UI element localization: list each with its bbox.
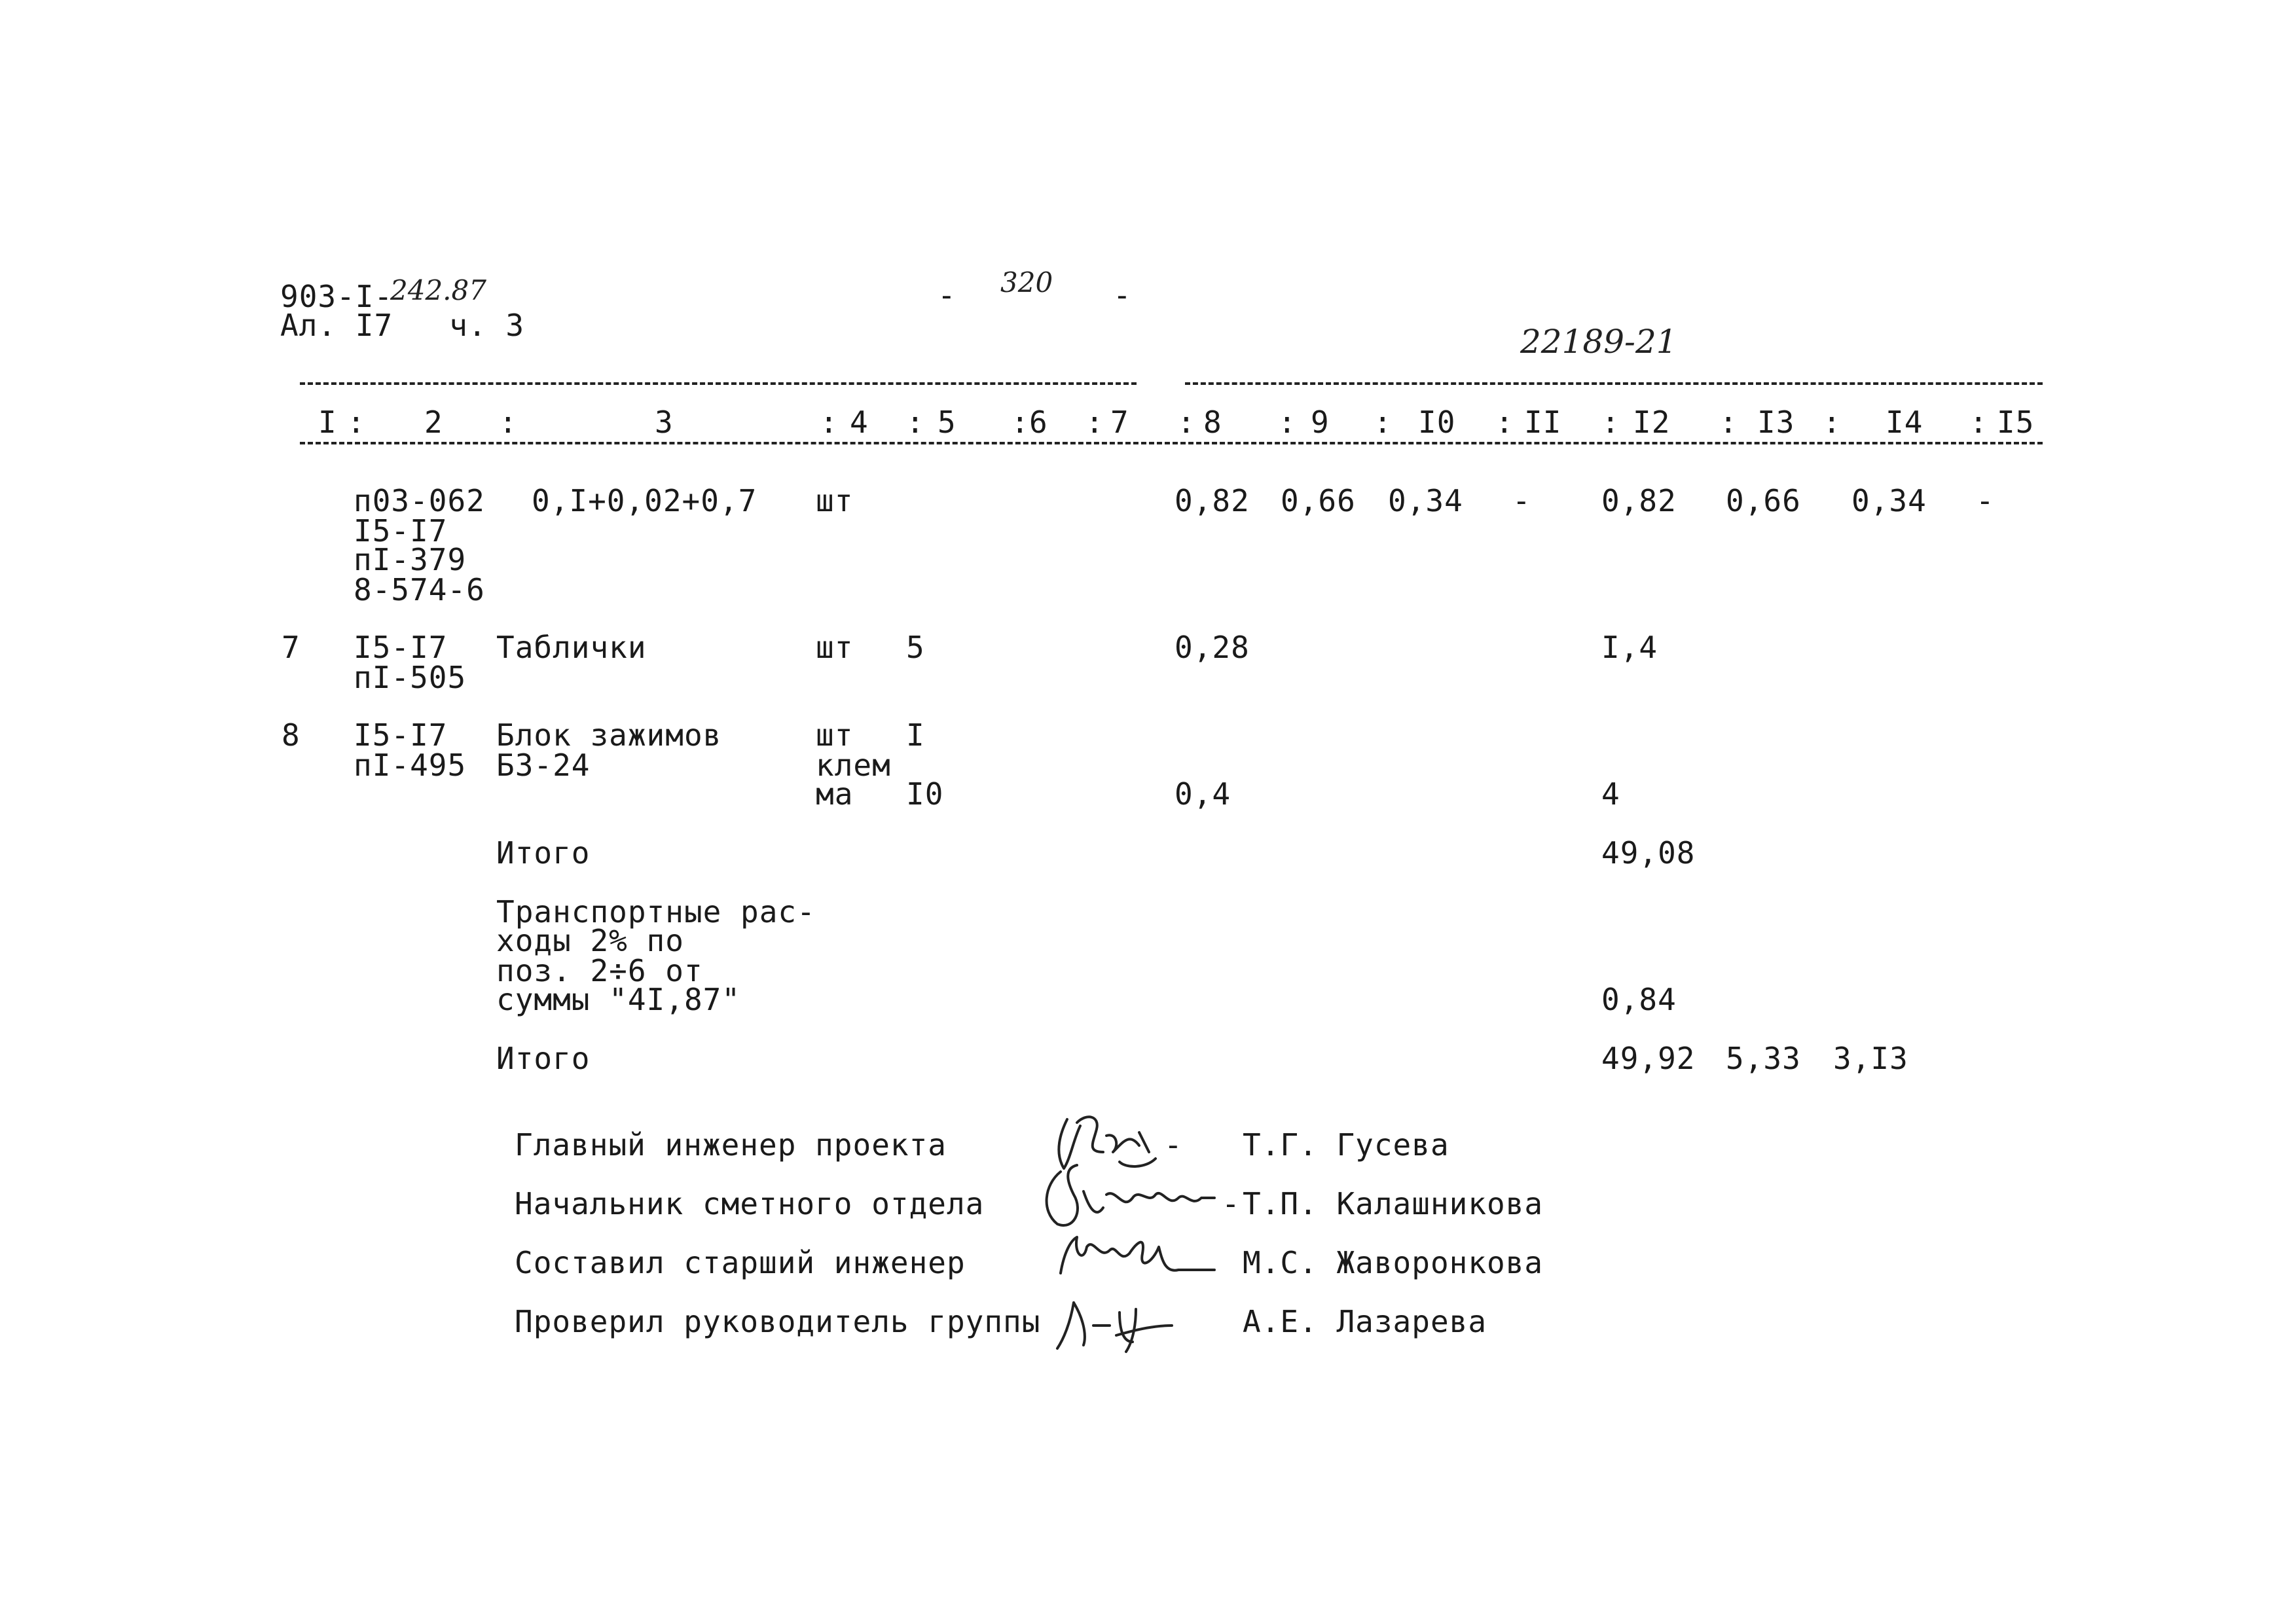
row-quantity: I xyxy=(906,717,925,753)
header-rule-bottom xyxy=(300,442,2043,444)
signatory-name: Т.П. Калашникова xyxy=(1243,1186,1544,1221)
row-code: пI-505 xyxy=(354,660,467,695)
col-num-11: II xyxy=(1524,405,1562,440)
subtotal-col12: 49,08 xyxy=(1601,835,1696,871)
row-unit: клем xyxy=(816,748,891,783)
col-separator: : xyxy=(1278,405,1297,440)
col-separator: : xyxy=(906,405,925,440)
page-dash-right: - xyxy=(1113,278,1132,313)
transport-line: поз. 2÷6 от xyxy=(496,953,703,988)
row-col12: I,4 xyxy=(1601,630,1658,665)
row-code: пI-495 xyxy=(354,748,467,783)
row-name: БЗ-24 xyxy=(496,748,591,783)
handwritten-signature xyxy=(1048,1290,1178,1355)
row-unit: шт xyxy=(816,630,854,665)
row-col8: 0,4 xyxy=(1175,776,1231,812)
row-name: Блок зажимов xyxy=(496,717,722,753)
col-separator: : xyxy=(1719,405,1738,440)
col-separator: : xyxy=(1601,405,1620,440)
signatory-name: Т.Г. Гусева xyxy=(1243,1127,1449,1163)
row-col8: 0,82 xyxy=(1175,483,1250,518)
col-num-15: I5 xyxy=(1997,405,2035,440)
col-num-14: I4 xyxy=(1886,405,1923,440)
col-num-3: 3 xyxy=(655,405,674,440)
transport-line: ходы 2% по xyxy=(496,923,684,958)
signatory-role: Проверил руководитель группы xyxy=(515,1304,1041,1339)
row-col12: 0,82 xyxy=(1601,483,1677,518)
row-code: пI-379 xyxy=(354,542,467,577)
row-col13: 0,66 xyxy=(1726,483,1801,518)
row-code: I5-I7 xyxy=(354,717,448,753)
document-code: 903-I- xyxy=(280,279,393,314)
row-position: 8 xyxy=(282,717,301,753)
col-separator: : xyxy=(499,405,518,440)
row-quantity: 5 xyxy=(906,630,925,665)
inventory-number: 22189-21 xyxy=(1520,323,1677,361)
row-unit: шт xyxy=(816,483,854,518)
handwritten-signature xyxy=(1048,1224,1224,1283)
col-separator: : xyxy=(1495,405,1514,440)
row-unit: шт xyxy=(816,717,854,753)
transport-col12: 0,84 xyxy=(1601,982,1677,1017)
transport-line: Транспортные рас- xyxy=(496,894,816,929)
document-code-handwritten: 242.87 xyxy=(390,274,486,306)
signatory-role: Начальник сметного отдела xyxy=(515,1186,985,1221)
col-num-6: 6 xyxy=(1029,405,1048,440)
col-num-2: 2 xyxy=(424,405,443,440)
row-col8: 0,28 xyxy=(1175,630,1250,665)
col-num-8: 8 xyxy=(1203,405,1222,440)
page-dash-left: - xyxy=(938,278,957,313)
row-name: 0,I+0,02+0,7 xyxy=(532,483,757,518)
row-code: I5-I7 xyxy=(354,630,448,665)
page-number: 320 xyxy=(1000,266,1053,298)
subtotal-label: Итого xyxy=(496,835,591,871)
col-num-5: 5 xyxy=(938,405,957,440)
row-col15: - xyxy=(1976,483,1995,518)
col-num-1: I xyxy=(318,405,337,440)
row-col14: 0,34 xyxy=(1851,483,1927,518)
row-col9: 0,66 xyxy=(1281,483,1356,518)
col-num-10: I0 xyxy=(1418,405,1456,440)
row-code: 8-574-6 xyxy=(354,572,485,607)
col-separator: : xyxy=(1374,405,1393,440)
signatory-name: М.С. Жаворонкова xyxy=(1243,1245,1544,1280)
signatory-name: А.Е. Лазарева xyxy=(1243,1304,1487,1339)
header-rule-top-left xyxy=(300,382,1137,385)
signatory-role: Составил старший инженер xyxy=(515,1245,966,1280)
signatory-role: Главный инженер проекта xyxy=(515,1127,947,1163)
col-separator: : xyxy=(1011,405,1030,440)
row-col12: 4 xyxy=(1601,776,1620,812)
col-separator: : xyxy=(1177,405,1196,440)
col-num-9: 9 xyxy=(1311,405,1330,440)
row-col10: 0,34 xyxy=(1388,483,1463,518)
col-num-12: I2 xyxy=(1633,405,1671,440)
col-separator: : xyxy=(1969,405,1988,440)
total-col12: 49,92 xyxy=(1601,1041,1696,1076)
row-code: I5-I7 xyxy=(354,513,448,549)
row-name: Таблички xyxy=(496,630,647,665)
col-num-4: 4 xyxy=(850,405,869,440)
header-rule-top-right xyxy=(1185,382,2043,385)
col-num-7: 7 xyxy=(1110,405,1129,440)
total-label: Итого xyxy=(496,1041,591,1076)
row-unit: ма xyxy=(816,776,854,812)
row-col11: - xyxy=(1512,483,1531,518)
signature-dash: - xyxy=(1222,1186,1241,1221)
col-num-13: I3 xyxy=(1757,405,1795,440)
transport-line: суммы "4I,87" xyxy=(496,982,741,1017)
total-col14: 3,I3 xyxy=(1833,1041,1908,1076)
col-separator: : xyxy=(1085,405,1104,440)
total-col13: 5,33 xyxy=(1726,1041,1801,1076)
album-part-line: Ал. I7 ч. 3 xyxy=(280,308,525,343)
col-separator: : xyxy=(347,405,366,440)
col-separator: : xyxy=(1823,405,1842,440)
row-position: 7 xyxy=(282,630,301,665)
signature-dash: - xyxy=(1164,1127,1183,1163)
row-quantity: I0 xyxy=(906,776,944,812)
col-separator: : xyxy=(820,405,839,440)
row-code: п03-062 xyxy=(354,483,485,518)
